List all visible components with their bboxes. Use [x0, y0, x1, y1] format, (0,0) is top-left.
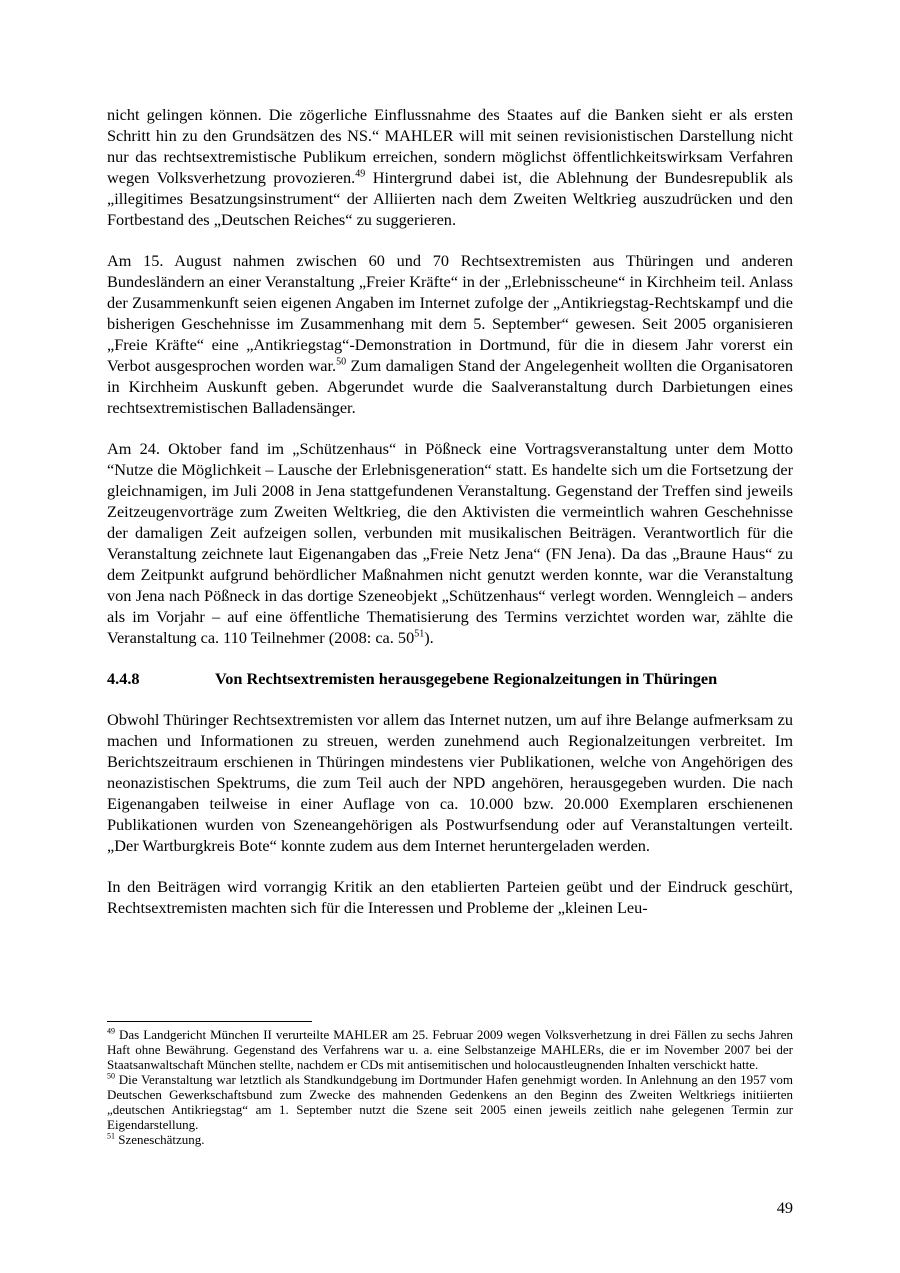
- paragraph-mahler: nicht gelingen können. Die zögerliche Einflussnahme des Staates auf die Banken sieht er als ersten Schritt hin zu den Grundsätzen des NS.“ MAHLER will mit seinen revisionistischen Darstellung nicht nur das rechtsextremistische Publikum erreichen, sondern möglichst öffentlichkeitswirksam Verfahren wegen Volksverhetzung provozieren.$^{49}$ Hintergrund dabei ist, die Ablehnung der Bundesrepublik als „illegitimes Besatzungsinstrument“ der Alliierten nach dem Zweiten Weltkrieg auszudrücken und den Fortbestand des „Deutschen Reiches“ zu suggerieren.: [107, 105, 793, 229]
- footnote-ref-50[interactable]: 50: [336, 356, 347, 368]
- paragraph-regionalzeitungen: Obwohl Thüringer Rechtsextremisten vor allem das Internet nutzen, um auf ihre Belange aufmerksam zu machen und Informationen zu streuen, werden zunehmend auch Regionalzeitungen verbreitet. Im Berichtszeitraum erschienen in Thüringen mindestens vier Publikationen, welche von Angehörigen des neonazistischen Spektrums, die zum Teil auch der NPD angehören, herausgegeben wurden. Die nach Eigenangaben teilweise in einer Auflage von ca. 10.000 bzw. 20.000 Exemplaren erschienenen Publikationen wurden von Szeneangehörigen als Postwurfsendung oder auf Veranstaltungen verteilt. „Der Wartburgkreis Bote“ konnte zudem aus dem Internet heruntergeladen werden.: [107, 710, 793, 855]
- paragraph-beitraege: In den Beiträgen wird vorrangig Kritik an den etablierten Parteien geübt und der Eindruck geschürt, Rechtsextremisten machten sich für die Interessen und Probleme der „kleinen Leu-: [107, 877, 793, 917]
- footnote-49: $^{49}$ Das Landgericht München II verurteilte MAHLER am 25. Februar 2009 wegen Volksverhetzung in drei Fällen zu sechs Jahren Haft ohne Bewährung. Gegenstand des Verfahrens war u. a. eine Selbstanzeige MAHLERs, die er im November 2007 bei der Staatsanwaltschaft München stellte, nachdem er CDs mit antisemitischen und holocaustleugnenden Inhalten verschickt hatte.: [107, 1026, 793, 1072]
- footnote-50: $^{50}$ Die Veranstaltung war letztlich als Standkundgebung im Dortmunder Hafen genehmigt worden. In Anlehnung an den 1957 vom Deutschen Gewerkschaftsbund zum Zwecke des mahnenden Gedenkens an den Beginn des Zweiten Weltkriegs initiierten „deutschen Antikriegstag“ am 1. September nutzt die Szene seit 2005 einen jeweils zeitlich nahe gelegenen Termin zur Eigendarstellung.: [107, 1071, 793, 1132]
- footnote-51: $^{51}$ Szeneschätzung.: [107, 1131, 205, 1147]
- section-number: 4.4.8: [107, 669, 140, 688]
- footnotes: [107, 1027, 793, 1147]
- paragraph-kirchheim: Am 15. August nahmen zwischen 60 und 70 Rechtsextremisten aus Thüringen und anderen Bundesländern an einer Veranstaltung „Freier Kräfte“ in der „Erlebnisscheune“ in Kirchheim teil. Anlass der Zusammenkunft seien eigenen Angaben im Internet zufolge der „Antikriegstag-Rechtskampf und die bisherigen Geschehnisse im Zusammenhang mit dem 5. September“ gewesen. Seit 2005 organisieren „Freie Kräfte“ eine „Antikriegstag“-Demonstration in Dortmund, für die in diesem Jahr vorerst ein Verbot ausgesprochen worden war.$^{50}$ Zum damaligen Stand der Angelegenheit wollten die Organisatoren in Kirchheim Auskunft geben. Abgerundet wurde die Saalveranstaltung durch Darbietungen eines rechtsextremistischen Balladensänger.: [107, 251, 793, 417]
- page-number: 49: [776, 1198, 793, 1217]
- footnote-ref-51[interactable]: 51: [414, 628, 425, 640]
- section-title: Von Rechtsextremisten herausgegebene Regionalzeitungen in Thüringen: [215, 669, 718, 688]
- footnote-divider: [107, 1021, 312, 1022]
- section-heading: [107, 668, 793, 689]
- page-body: [107, 104, 793, 918]
- footnote-ref-49[interactable]: 49: [355, 168, 366, 180]
- paragraph-poessneck: Am 24. Oktober fand im „Schützenhaus“ in Pößneck eine Vortragsveranstaltung unter dem Motto “Nutze die Möglichkeit – Lausche der Erlebnisgeneration“ statt. Es handelte sich um die Fortsetzung der gleichnamigen, im Juli 2008 in Jena stattgefundenen Veranstaltung. Gegenstand der Treffen sind jeweils Zeitzeugenvorträge zum Zweiten Weltkrieg, die den Aktivisten die vermeintlich wahren Geschehnisse der damaligen Zeit aufzeigen sollen, verbunden mit musikalischen Beiträgen. Verantwortlich für die Veranstaltung zeichnete laut Eigenangaben das „Freie Netz Jena“ (FN Jena). Da das „Braune Haus“ zu dem Zeitpunkt aufgrund behördlicher Maßnahmen nicht genutzt werden konnte, war die Veranstaltung von Jena nach Pößneck in das dortige Szeneobjekt „Schützenhaus“ verlegt worden. Wenngleich – anders als im Vorjahr – auf eine öffentliche Thematisierung des Termins verzichtet worden war, zählte die Veranstaltung ca. 110 Teilnehmer (2008: ca. $50^{51}$).: [107, 439, 793, 647]
